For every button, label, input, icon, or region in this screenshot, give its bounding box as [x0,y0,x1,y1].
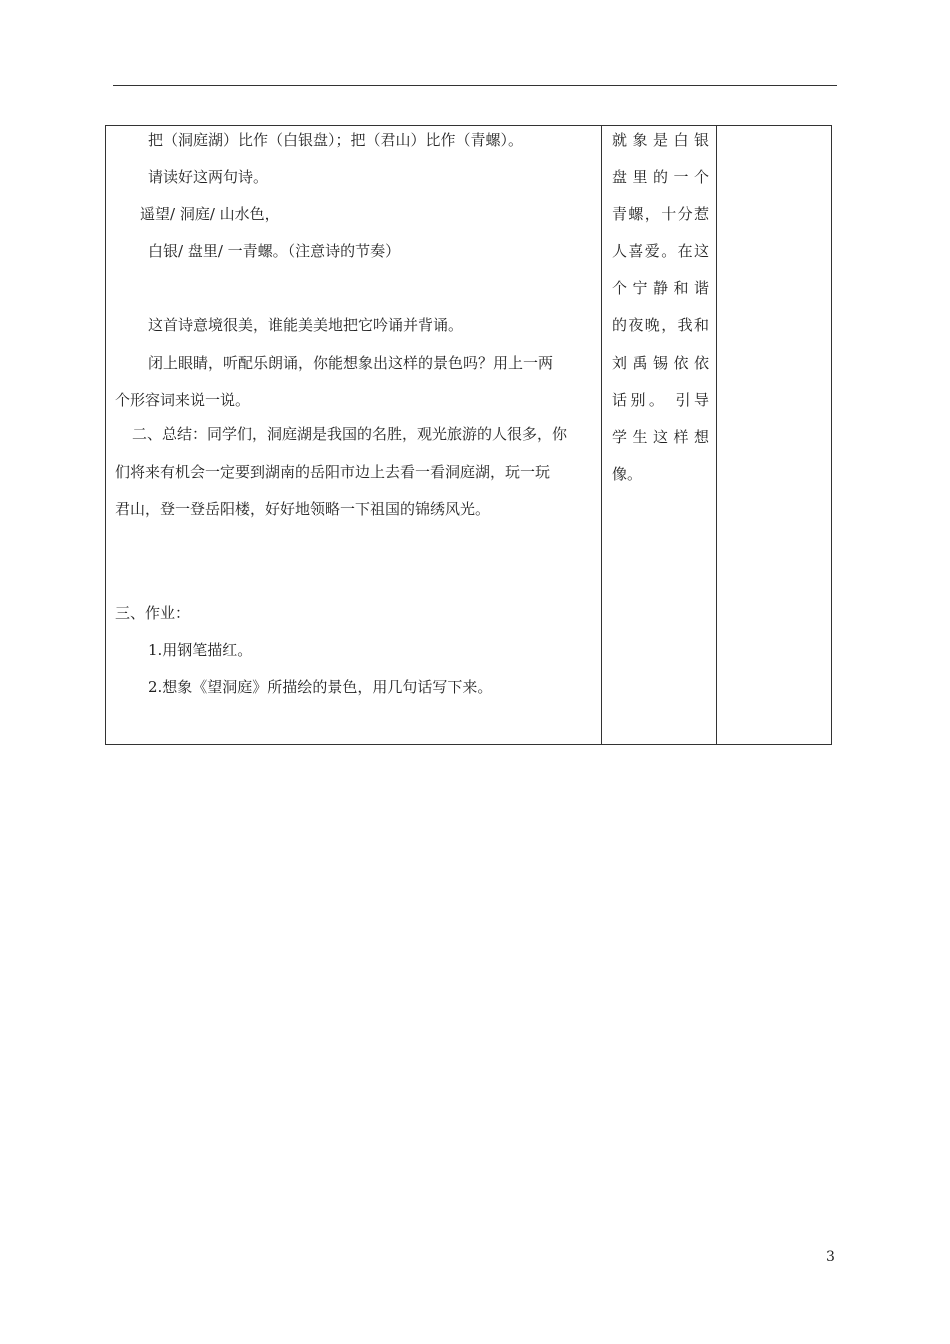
note-line: 刘禹锡依依 [612,354,709,372]
text-line: 请读好这两句诗。 [148,168,269,186]
section-heading-homework: 三、作业： [115,604,191,622]
lesson-plan-table [105,125,832,745]
note-line: 学生这样想 [612,428,709,446]
text-line: 君山，登一登岳阳楼，好好地领略一下祖国的锦绣风光。 [115,500,491,518]
page-number: 3 [826,1249,835,1265]
note-line: 的夜晚，我和 [612,316,709,334]
note-line: 青螺，十分惹 [612,205,709,223]
homework-item: 2.想象《望洞庭》所描绘的景色，用几句话写下来。 [148,678,493,696]
header-rule [113,85,837,86]
note-line: 话别。 引导 [612,391,709,409]
notes-cell [612,126,709,744]
homework-item: 1.用钢笔描红。 [148,641,253,659]
text-line: 这首诗意境很美，谁能美美地把它吟诵并背诵。 [148,316,464,334]
poem-line: 白银/ 盘里/ 一青螺。（注意诗的节奏） [148,242,401,260]
note-line: 盘里的一个 [612,168,709,186]
note-line: 就象是白银 [612,131,709,149]
text-line: 个形容词来说一说。 [115,391,251,409]
text-line: 闭上眼睛，听配乐朗诵，你能想象出这样的景色吗？用上一两 [148,354,554,372]
empty-cell [717,126,831,744]
text-line: 们将来有机会一定要到湖南的岳阳市边上去看一看洞庭湖，玩一玩 [115,463,551,481]
poem-line: 遥望/ 洞庭/ 山水色， [140,205,280,223]
note-line: 个宁静和谐 [612,279,709,297]
text-line: 把（洞庭湖）比作（白银盘）；把（君山）比作（青螺）。 [148,131,524,149]
section-heading-summary: 二、总结：同学们，洞庭湖是我国的名胜，观光旅游的人很多，你 [132,425,568,443]
note-line: 像。 [612,465,643,483]
note-line: 人喜爱。在这 [612,242,709,260]
